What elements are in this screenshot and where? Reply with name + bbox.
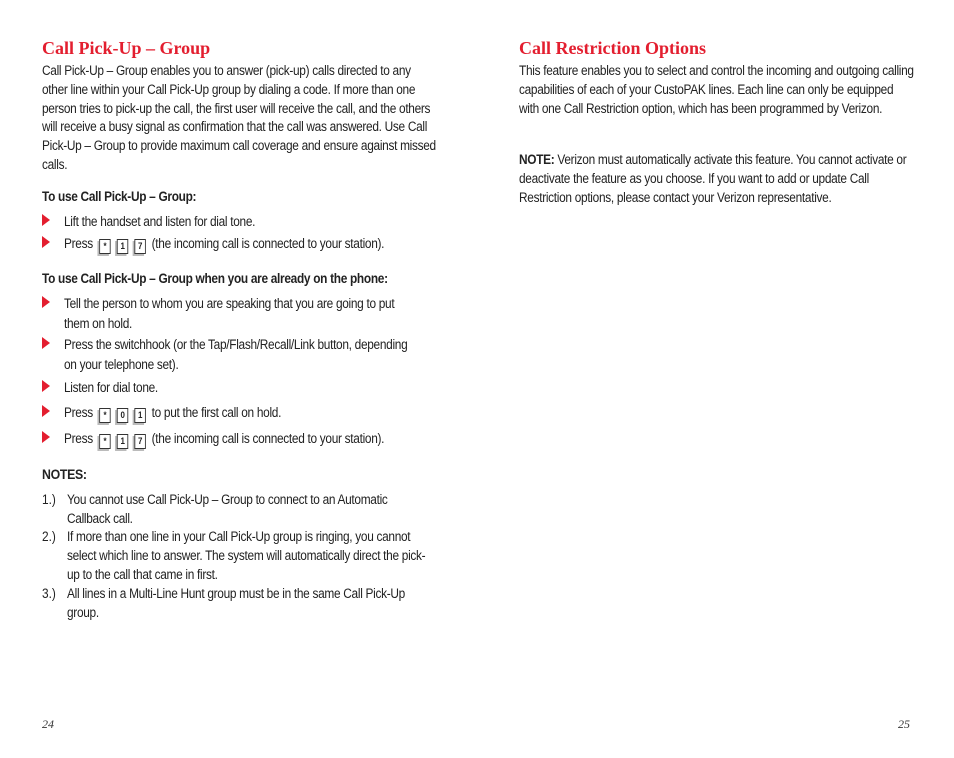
key-1-icon: 1 <box>135 408 146 423</box>
page-number-right: 25 <box>898 717 910 731</box>
key-7-icon: 7 <box>135 239 146 254</box>
section-title-use-pickup: To use Call Pick-Up – Group: <box>42 189 197 204</box>
bullet-arrow-icon <box>42 380 50 392</box>
note-number: 2.) <box>42 529 56 544</box>
bullet-arrow-icon <box>42 405 50 417</box>
intro-paragraph: Call Pick-Up – Group enables you to answer (pick-up) calls directed to any other line within your Call Pick-Up group by dialing a code. If more than one person tries to pick-up the call, the first user will receive the call, and the others will receive a busy signal as confirmation that the call was answered. Use Call Pick-Up – Group to provide maximum call coverage and ensure against missed calls. <box>42 63 436 172</box>
bullet-arrow-icon <box>42 337 50 349</box>
section-title-already-on-phone: To use Call Pick-Up – Group when you are already on the phone: <box>42 271 388 286</box>
star-key-icon: * <box>99 434 110 449</box>
star-key-icon: * <box>99 408 110 423</box>
bullet-arrow-icon <box>42 214 50 226</box>
step-text <box>64 234 434 254</box>
step-text: Tell the person to whom you are speaking that you are going to put them on hold. <box>64 296 395 331</box>
bullet-arrow-icon <box>42 431 50 443</box>
press-label: Press <box>64 405 93 420</box>
note-text: All lines in a Multi-Line Hunt group must be in the same Call Pick-Up group. <box>67 586 405 620</box>
step-text: Press the switchhook (or the Tap/Flash/Recall/Link button, depending on your telephone set). <box>64 337 408 372</box>
press-label: Press <box>64 236 93 251</box>
step-text: Listen for dial tone. <box>64 380 158 395</box>
note-text: You cannot use Call Pick-Up – Group to connect to an Automatic Callback call. <box>67 492 388 526</box>
note-text: If more than one line in your Call Pick-Up group is ringing, you cannot select which line to answer. The system will automatically direct the pick-up to the call that came in first. <box>67 529 426 582</box>
press-label: Press <box>64 431 93 446</box>
notes-title: NOTES: <box>42 466 87 482</box>
step-text <box>64 429 434 449</box>
page-title-call-restriction: Call Restriction Options <box>519 38 706 58</box>
key-1-icon: 1 <box>117 434 128 449</box>
step-suffix: to put the first call on hold. <box>151 405 282 420</box>
star-key-icon: * <box>99 239 110 254</box>
bullet-arrow-icon <box>42 296 50 308</box>
step-text <box>64 403 434 423</box>
note-number: 1.) <box>42 492 56 507</box>
note-text: Verizon must automatically activate this feature. You cannot activate or deactivate the feature as you choose. If you want to add or update Call Restriction options, please contact your Verizon representative. <box>519 152 907 205</box>
page-number-left: 24 <box>42 717 54 731</box>
intro-paragraph: This feature enables you to select and control the incoming and outgoing calling capabilities of each of your CustoPAK lines. Each line can only be equipped with one Call Restriction option, which has been programmed by Verizon. <box>519 63 914 116</box>
step-suffix: (the incoming call is connected to your station). <box>151 431 385 446</box>
bullet-arrow-icon <box>42 236 50 248</box>
note-paragraph <box>519 151 915 207</box>
key-1-icon: 1 <box>117 239 128 254</box>
page-title-call-pickup-group: Call Pick-Up – Group <box>42 38 211 58</box>
step-text: Lift the handset and listen for dial tone. <box>64 214 256 229</box>
note-number: 3.) <box>42 586 56 601</box>
note-label: NOTE: <box>519 152 555 167</box>
key-0-icon: 0 <box>117 408 128 423</box>
key-7-icon: 7 <box>135 434 146 449</box>
step-suffix: (the incoming call is connected to your station). <box>151 236 385 251</box>
